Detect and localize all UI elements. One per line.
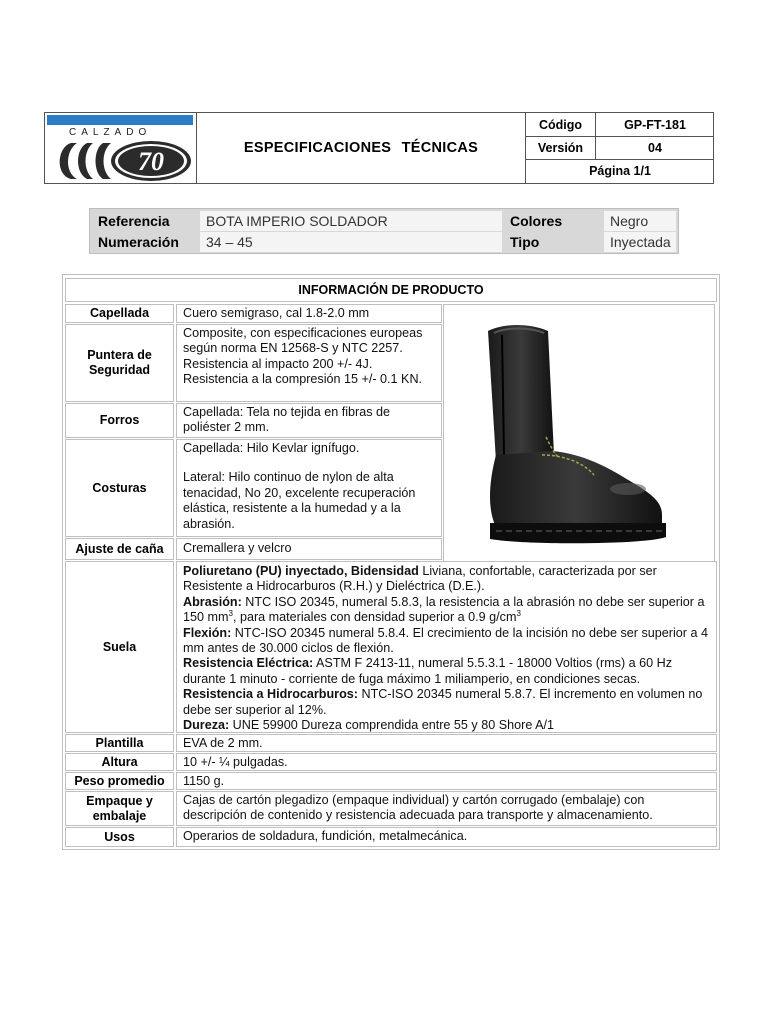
row-empaque <box>65 791 717 826</box>
altura-label: Altura <box>65 753 174 771</box>
puntera-text: Composite, con especificaciones europeas según norma EN 12568-S y NTC 2257. Resistencia al impacto 200 +/- 4J. Resistencia a la compresión 15 +/- 0.1 KN. <box>176 324 442 402</box>
forros-text: Capellada: Tela no tejida en fibras de poliéster 2 mm. <box>176 403 442 438</box>
page-number: Página 1/1 <box>589 163 651 178</box>
empaque-label: Empaque y embalaje <box>65 791 174 826</box>
version-value: 04 <box>648 140 662 155</box>
plantilla-label: Plantilla <box>65 734 174 752</box>
page-title: ESPECIFICACIONES TÉCNICAS <box>243 140 479 156</box>
costuras-text-2: Lateral: Hilo continuo de nylon de alta tenacidad, No 20, excelente recuperación elástica, resistente a la humedad y a la abrasión. <box>183 470 416 531</box>
version-label: Versión <box>526 136 596 159</box>
costuras-text-1: Capellada: Hilo Kevlar ignífugo. <box>183 441 360 455</box>
puntera-label: Puntera de Seguridad <box>65 324 174 402</box>
logo-number: 70 <box>138 147 164 176</box>
product-info-table <box>62 274 720 850</box>
tipo-value: Inyectada <box>604 232 676 252</box>
logo-text: CALZADO <box>69 127 152 138</box>
row-usos <box>65 827 717 847</box>
logo-mark-icon <box>53 139 195 183</box>
codigo-value: GP-FT-181 <box>624 117 686 132</box>
logo-band <box>47 115 193 125</box>
capellada-label: Capellada <box>65 304 174 323</box>
document-meta <box>525 113 713 183</box>
altura-text: 10 +/- ¼ pulgadas. <box>176 753 717 771</box>
suela-text: Poliuretano (PU) inyectado, Bidensidad Liviana, confortable, caracterizada por ser Resistente a Hidrocarburos (R.H.) y Dieléctrica (D.E.). Abrasión: NTC ISO 20345, numeral 5.8.3, la resistencia a la abrasión no debe ser superior a 150 $mm^3$, para materiales con densidad superior a 0.9 $g/cm^3$ Flexión: NTC-ISO 20345 numeral 5.8.4. El crecimiento de la incisión no debe ser superior a 4 mm antes de 30.000 ciclos de flexión. Resistencia Eléctrica: ASTM F 2413-11, numeral 5.5.3.1 - 18000 Voltios (rms) a 60 Hz durante 1 minuto - corriente de fuga máximo 1 miliamperio, en condiciones secas. Resistencia a Hidrocarburos: NTC-ISO 20345 numeral 5.8.7. El incremento en volumen no debe ser superior al 12%. Dureza: UNE 59900 Dureza comprendida entre 55 y 80 Shore A/1 <box>176 561 717 733</box>
reference-table <box>89 208 679 254</box>
costuras-label: Costuras <box>65 439 174 537</box>
boot-image <box>444 305 714 561</box>
peso-text: 1150 g. <box>176 772 717 790</box>
company-logo <box>45 113 197 183</box>
usos-text: Operarios de soldadura, fundición, metalmecánica. <box>176 827 717 847</box>
row-plantilla <box>65 734 717 752</box>
numeracion-value: 34 – 45 <box>200 232 502 252</box>
colores-value: Negro <box>604 211 676 231</box>
empaque-text: Cajas de cartón plegadizo (empaque individual) y cartón corrugado (embalaje) con descripción de contenido y resistencia adecuada para transporte y almacenamiento. <box>176 791 717 826</box>
row-suela <box>65 561 717 733</box>
ajuste-text: Cremallera y velcro <box>176 538 442 560</box>
codigo-label: Código <box>526 113 596 136</box>
peso-label: Peso promedio <box>65 772 174 790</box>
row-peso <box>65 772 717 790</box>
forros-label: Forros <box>65 403 174 438</box>
product-info-heading: INFORMACIÓN DE PRODUCTO <box>65 278 717 302</box>
numeracion-label: Numeración <box>92 232 198 252</box>
tipo-label: Tipo <box>504 232 602 252</box>
ajuste-label: Ajuste de caña <box>65 538 174 560</box>
suela-label: Suela <box>65 561 174 733</box>
referencia-label: Referencia <box>92 211 198 231</box>
capellada-text: Cuero semigraso, cal 1.8-2.0 mm <box>176 304 442 323</box>
referencia-value: BOTA IMPERIO SOLDADOR <box>200 211 502 231</box>
costuras-text <box>176 439 442 537</box>
usos-label: Usos <box>65 827 174 847</box>
document-header <box>44 112 714 184</box>
row-altura <box>65 753 717 771</box>
colores-label: Colores <box>504 211 602 231</box>
product-photo <box>443 304 715 562</box>
plantilla-text: EVA de 2 mm. <box>176 734 717 752</box>
